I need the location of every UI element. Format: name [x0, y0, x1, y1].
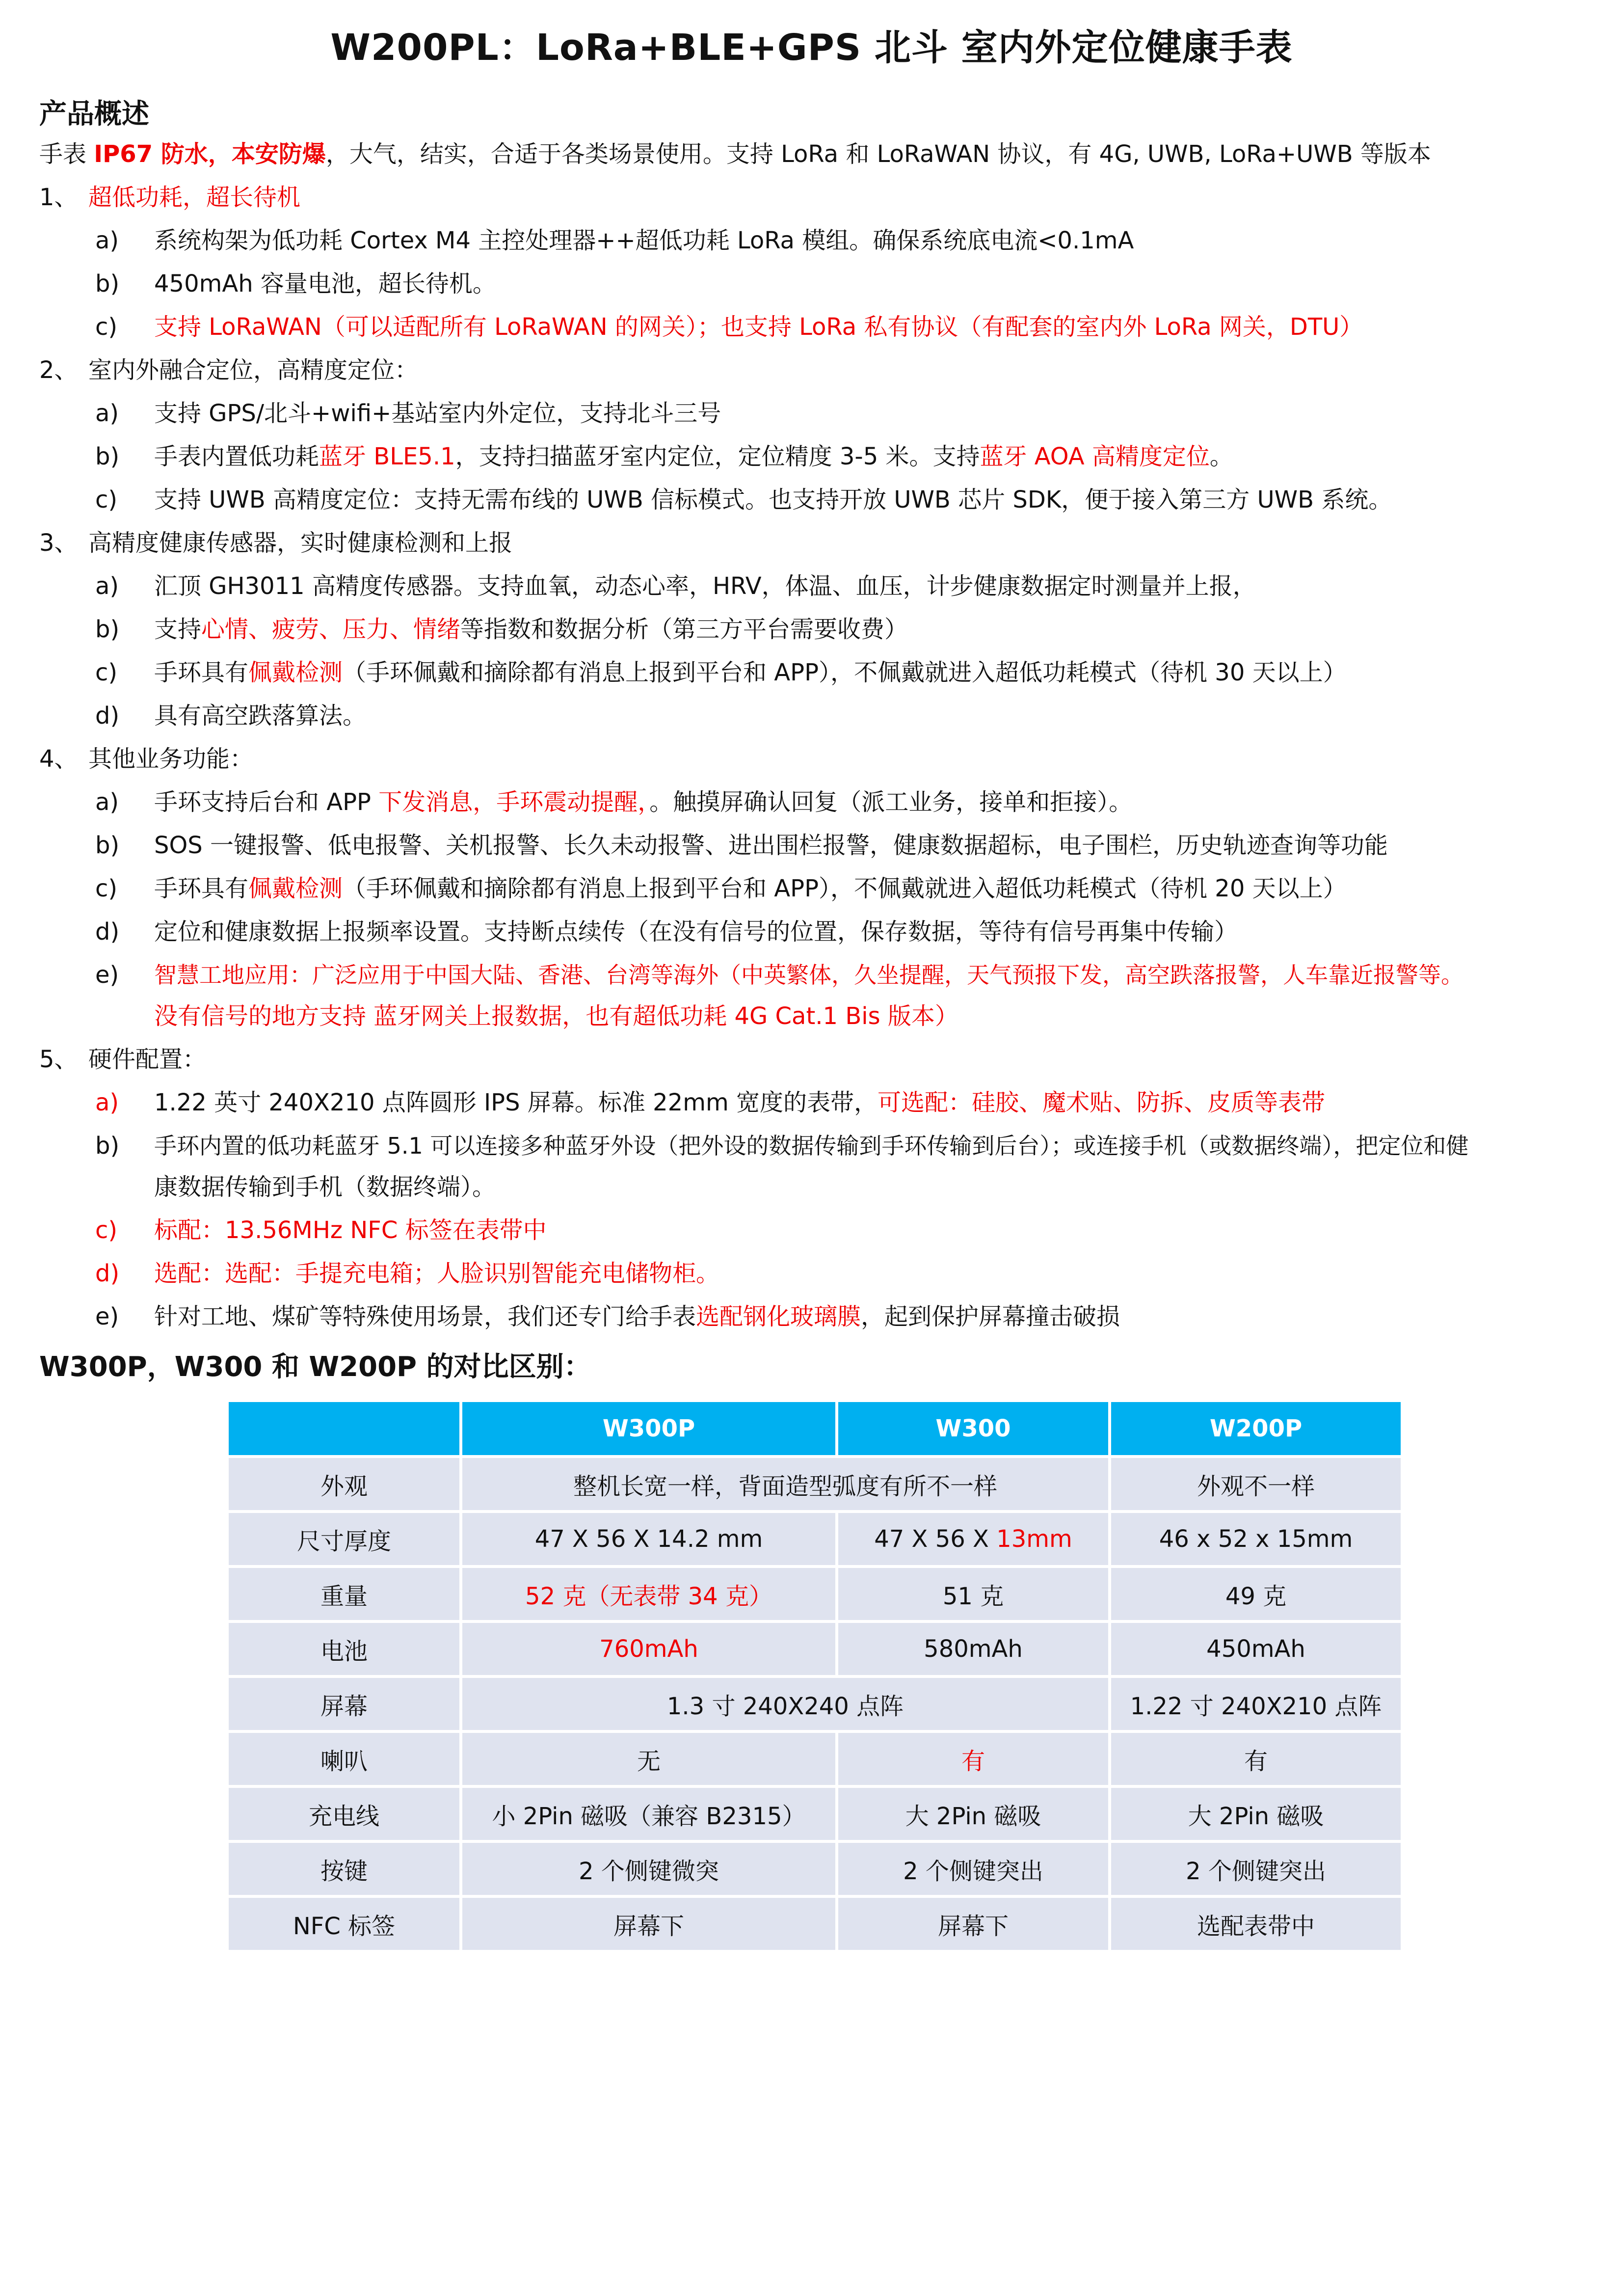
table-row — [229, 1843, 1401, 1895]
s3-item-d-text: 具有高空跌落算法。 — [154, 702, 367, 729]
s2-b-part-1: 手表内置低功耗 — [154, 443, 319, 470]
s4-item-c-text — [154, 874, 1347, 903]
cell-screen-w300-family: 1.3 寸 240X240 点阵 — [462, 1678, 1108, 1730]
s3-b-part-1: 支持 — [154, 616, 202, 643]
cell-size-w300p: 47 X 56 X 14.2 mm — [462, 1513, 835, 1565]
header-w300: W300 — [838, 1402, 1108, 1455]
cell-appearance-w300-family: 整机长宽一样，背面造型弧度有所不一样 — [462, 1458, 1108, 1510]
s5-item-a-label: a) — [95, 1089, 119, 1116]
cell-size-w300 — [838, 1513, 1108, 1565]
s4-item-b-label: b) — [95, 832, 120, 859]
section-4-heading — [39, 744, 254, 774]
intro-highlight: IP67 防水，本安防爆 — [94, 140, 326, 168]
row-label-buttons: 按键 — [229, 1843, 459, 1895]
cell-battery-w200p: 450mAh — [1111, 1623, 1401, 1675]
overview-intro — [39, 139, 1431, 169]
s1-item-c-label: c) — [95, 313, 118, 341]
section-4-number: 4、 — [39, 745, 78, 773]
s3-b-part-2: 等指数和数据分析（第三方平台需要收费） — [460, 616, 908, 643]
s5-e-highlight: 选配钢化玻璃膜 — [696, 1303, 861, 1330]
s1-item-b-label: b) — [95, 270, 120, 297]
s5-item-b-label: b) — [95, 1132, 120, 1160]
cell-speaker-w200p: 有 — [1111, 1733, 1401, 1785]
s2-b-highlight-2: 蓝牙 AOA 高精度定位 — [980, 443, 1210, 470]
row-label-screen: 屏幕 — [229, 1678, 459, 1730]
table-row — [229, 1513, 1401, 1565]
s2-item-b-label: b) — [95, 443, 120, 470]
s2-b-part-2: ，支持扫描蓝牙室内定位，定位精度 3-5 米。支持 — [455, 443, 980, 470]
section-3-title: 高精度健康传感器，实时健康检测和上报 — [88, 529, 513, 557]
cell-appearance-w200p: 外观不一样 — [1111, 1458, 1401, 1510]
s5-item-d-label: d) — [95, 1260, 120, 1287]
s4-a-part-1: 手环支持后台和 APP — [154, 788, 379, 816]
s3-c-part-2: （手环佩戴和摘除都有消息上报到平台和 APP），不佩戴就进入超低功耗模式（待机 30 天以上） — [343, 659, 1347, 686]
s2-item-b-text — [154, 442, 1233, 471]
s3-item-c-text — [154, 658, 1347, 687]
s4-c-part-1: 手环具有 — [154, 875, 249, 902]
s5-item-e-text — [154, 1302, 1120, 1331]
section-1-title: 超低功耗，超长待机 — [88, 184, 301, 211]
comparison-heading: W300P，W300 和 W200P 的对比区别： — [39, 1351, 591, 1383]
s4-item-d-text: 定位和健康数据上报频率设置。支持断点续传（在没有信号的位置，保存数据，等待有信号再集中传输） — [154, 918, 1238, 945]
cell-charger-w200p: 大 2Pin 磁吸 — [1111, 1788, 1401, 1840]
s3-c-part-1: 手环具有 — [154, 659, 249, 686]
table-row — [229, 1733, 1401, 1785]
cell-buttons-w300: 2 个侧键突出 — [838, 1843, 1108, 1895]
s5-a-part-1: 1.22 英寸 240X210 点阵圆形 IPS 屏幕。标准 22mm 宽度的表带， — [154, 1089, 878, 1116]
s3-item-c-label: c) — [95, 659, 118, 686]
table-row — [229, 1898, 1401, 1950]
header-blank — [229, 1402, 459, 1455]
cell-speaker-w300p: 无 — [462, 1733, 835, 1785]
s3-c-highlight: 佩戴检测 — [248, 659, 343, 686]
s3-item-b-label: b) — [95, 616, 120, 643]
cell-screen-w200p: 1.22 寸 240X210 点阵 — [1111, 1678, 1401, 1730]
table-row — [229, 1623, 1401, 1675]
s1-item-a-label: a) — [95, 227, 119, 254]
header-w200p: W200P — [1111, 1402, 1401, 1455]
table-header-row — [229, 1402, 1401, 1455]
row-label-charger: 充电线 — [229, 1788, 459, 1840]
section-1-number: 1、 — [39, 184, 78, 211]
s5-item-d-text: 选配：选配：手提充电箱；人脸识别智能充电储物柜。 — [154, 1260, 720, 1287]
cell-nfc-w200p: 选配表带中 — [1111, 1898, 1401, 1950]
intro-text-1: 手表 — [39, 140, 94, 168]
row-label-battery: 电池 — [229, 1623, 459, 1675]
cell-size-w200p: 46 x 52 x 15mm — [1111, 1513, 1401, 1565]
row-label-speaker: 喇叭 — [229, 1733, 459, 1785]
section-2-number: 2、 — [39, 356, 78, 384]
size-w300-part: 47 X 56 X — [874, 1525, 997, 1553]
table-row — [229, 1678, 1401, 1730]
row-label-appearance: 外观 — [229, 1458, 459, 1510]
table-row — [229, 1458, 1401, 1510]
cell-nfc-w300: 屏幕下 — [838, 1898, 1108, 1950]
comparison-table — [226, 1399, 1404, 1953]
s4-item-b-text: SOS 一键报警、低电报警、关机报警、长久未动报警、进出围栏报警，健康数据超标，电子围栏，历史轨迹查询等功能 — [154, 832, 1388, 859]
s1-item-c-text: 支持 LoRaWAN（可以适配所有 LoRaWAN 的网关）；也支持 LoRa 私有协议（有配套的室内外 LoRa 网关，DTU） — [154, 313, 1363, 341]
s3-b-highlight: 心情、疲劳、压力、情绪 — [201, 616, 461, 643]
s4-item-a-label: a) — [95, 788, 119, 816]
s5-e-part-1: 针对工地、煤矿等特殊使用场景，我们还专门给手表 — [154, 1303, 696, 1330]
cell-weight-w300: 51 克 — [838, 1568, 1108, 1620]
s2-b-part-3: 。 — [1209, 443, 1233, 470]
cell-buttons-w200p: 2 个侧键突出 — [1111, 1843, 1401, 1895]
cell-nfc-w300p: 屏幕下 — [462, 1898, 835, 1950]
cell-charger-w300: 大 2Pin 磁吸 — [838, 1788, 1108, 1840]
s4-item-d-label: d) — [95, 918, 120, 945]
s4-a-part-2: 。触摸屏确认回复（派工业务，接单和拒接）。 — [649, 788, 1133, 816]
section-4-title: 其他业务功能： — [88, 745, 254, 773]
cell-charger-w300p: 小 2Pin 磁吸（兼容 B2315） — [462, 1788, 835, 1840]
table-row — [229, 1568, 1401, 1620]
s5-e-part-2: ，起到保护屏幕撞击破损 — [861, 1303, 1120, 1330]
section-5-heading — [39, 1045, 207, 1074]
s3-item-b-text — [154, 615, 908, 644]
s5-item-c-text: 标配：13.56MHz NFC 标签在表带中 — [154, 1216, 547, 1244]
s5-item-b-line-2: 康数据传输到手机（数据终端）。 — [154, 1173, 496, 1201]
s2-item-c-text: 支持 UWB 高精度定位：支持无需布线的 UWB 信标模式。也支持开放 UWB 芯片 SDK，便于接入第三方 UWB 系统。 — [154, 486, 1392, 513]
overview-heading: 产品概述 — [39, 98, 149, 130]
s3-item-a-label: a) — [95, 572, 119, 600]
intro-text-2: ，大气，结实，合适于各类场景使用。支持 LoRa 和 LoRaWAN 协议，有 4G, UWB, LoRa+UWB 等版本 — [325, 140, 1431, 168]
section-2-heading — [39, 355, 419, 385]
s2-item-a-text: 支持 GPS/北斗+wifi+基站室内外定位，支持北斗三号 — [154, 400, 721, 427]
s5-item-a-text — [154, 1088, 1325, 1117]
s4-a-highlight: 下发消息，手环震动提醒， — [378, 788, 650, 816]
row-label-size: 尺寸厚度 — [229, 1513, 459, 1565]
cell-battery-w300p: 760mAh — [462, 1623, 835, 1675]
section-5-number: 5、 — [39, 1046, 78, 1073]
s5-a-highlight: 可选配：硅胶、魔术贴、防拆、皮质等表带 — [877, 1089, 1325, 1116]
section-5-title: 硬件配置： — [88, 1046, 207, 1073]
cell-weight-w200p: 49 克 — [1111, 1568, 1401, 1620]
cell-buttons-w300p: 2 个侧键微突 — [462, 1843, 835, 1895]
s4-item-e-line-1: 智慧工地应用：广泛应用于中国大陆、香港、台湾等海外（中英繁体，久坐提醒，天气预报下发，高空跌落报警，人车靠近报警等。 — [154, 962, 1463, 988]
document-title: W200PL：LoRa+BLE+GPS 北斗 室内外定位健康手表 — [330, 27, 1293, 69]
s4-item-c-label: c) — [95, 875, 118, 902]
s5-item-c-label: c) — [95, 1216, 118, 1244]
section-3-number: 3、 — [39, 529, 78, 557]
s3-item-d-label: d) — [95, 702, 120, 729]
section-2-title: 室内外融合定位，高精度定位： — [88, 356, 419, 384]
s2-item-a-label: a) — [95, 400, 119, 427]
cell-weight-w300p: 52 克（无表带 34 克） — [462, 1568, 835, 1620]
s4-item-e-line-2: 没有信号的地方支持 蓝牙网关上报数据，也有超低功耗 4G Cat.1 Bis 版本） — [154, 1002, 958, 1030]
s3-item-a-text: 汇顶 GH3011 高精度传感器。支持血氧，动态心率，HRV，体温、血压，计步健康数据定时测量并上报， — [154, 572, 1256, 600]
cell-battery-w300: 580mAh — [838, 1623, 1108, 1675]
row-label-nfc: NFC 标签 — [229, 1898, 459, 1950]
s5-item-b-line-1: 手环内置的低功耗蓝牙 5.1 可以连接多种蓝牙外设（把外设的数据传输到手环传输到后台）；或连接手机（或数据终端），把定位和健 — [154, 1133, 1469, 1159]
s1-item-b-text: 450mAh 容量电池，超长待机。 — [154, 270, 496, 297]
s4-c-highlight: 佩戴检测 — [248, 875, 343, 902]
table-row — [229, 1788, 1401, 1840]
s1-item-a-text: 系统构架为低功耗 Cortex M4 主控处理器++超低功耗 LoRa 模组。确保系统底电流<0.1mA — [154, 227, 1134, 254]
cell-speaker-w300: 有 — [838, 1733, 1108, 1785]
size-w300-highlight: 13mm — [996, 1525, 1072, 1553]
s2-b-highlight-1: 蓝牙 BLE5.1 — [319, 443, 455, 470]
section-1-heading — [39, 183, 301, 212]
s2-item-c-label: c) — [95, 486, 118, 513]
row-label-weight: 重量 — [229, 1568, 459, 1620]
header-w300p: W300P — [462, 1402, 835, 1455]
s4-item-e-label: e) — [95, 961, 119, 989]
s5-item-e-label: e) — [95, 1303, 119, 1330]
s4-item-a-text — [154, 787, 1132, 817]
section-3-heading — [39, 528, 513, 558]
s4-c-part-2: （手环佩戴和摘除都有消息上报到平台和 APP），不佩戴就进入超低功耗模式（待机 20 天以上） — [343, 875, 1347, 902]
